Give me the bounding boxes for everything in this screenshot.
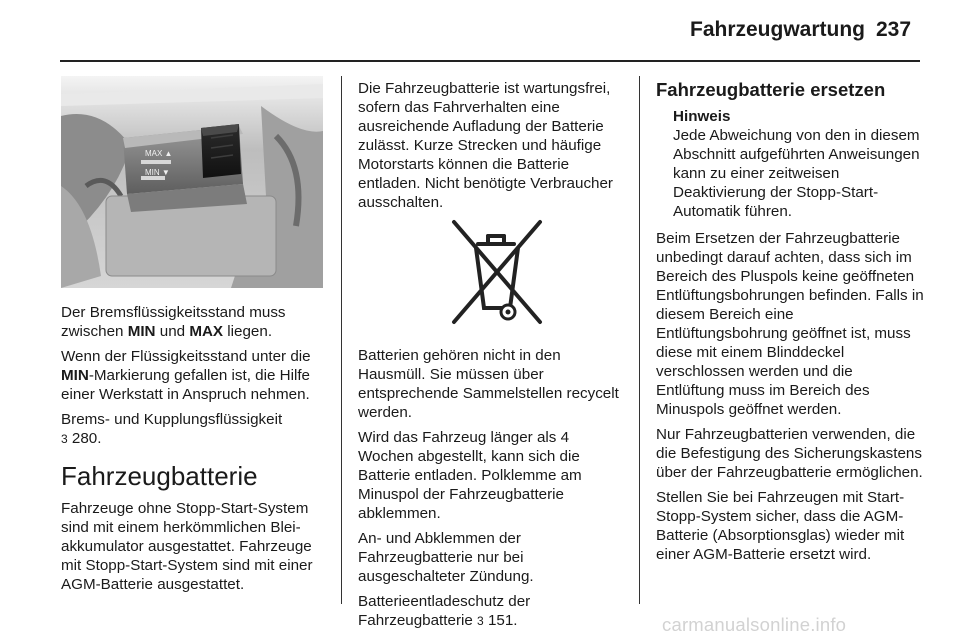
column-divider-2 <box>639 76 640 604</box>
low-fluid-paragraph: Wenn der Flüssigkeitsstand unter die MIN-Markierung gefallen ist, die Hilfe einer Werkstatt in Anspruch nehmen. <box>61 348 311 403</box>
crossed-out-bin-icon <box>436 218 556 330</box>
ignition-paragraph: An- und Abklemmen der Fahrzeugbatterie nur bei ausgeschalteter Zündung. <box>358 530 534 585</box>
fuse-box-paragraph: Nur Fahrzeugbatterien verwenden, die die Befestigung des Sicherungskastens über der Fahrzeugbatterie ermöglichen. <box>656 426 923 481</box>
watermark: carmanualsonline.info <box>662 614 847 635</box>
brake-fluid-level-paragraph: Der Bremsflüssigkeitsstand muss zwischen MIN und MAX liegen. <box>61 304 286 340</box>
column-3 <box>656 79 924 570</box>
page-number: 237 <box>876 18 912 41</box>
max-marking: MAX ▲ <box>145 149 173 158</box>
recycling-paragraph: Batterien gehören nicht in den Hausmüll. Sie müssen über entsprechende Sammelstellen recycelt werden. <box>358 347 619 421</box>
brake-fluid-reservoir-photo <box>61 76 323 288</box>
header-rule <box>60 60 920 62</box>
reservoir-illustration <box>61 76 323 288</box>
long-storage-paragraph: Wird das Fahrzeug länger als 4 Wochen abgestellt, kann sich die Batterie entladen. Polklemme am Minuspol der Fahrzeugbatterie abklemmen. <box>358 429 582 522</box>
column-divider-1 <box>341 76 342 604</box>
agm-replacement-paragraph: Stellen Sie bei Fahrzeugen mit Start-Stopp-System sicher, dass die AGM-Batterie (Absorptionsglas) wieder mit einer AGM-Batterie ersetzt wird. <box>656 489 905 563</box>
section-title-battery: Fahrzeugbatterie <box>61 461 258 491</box>
min-marking: MIN ▼ <box>145 168 170 177</box>
maintenance-free-paragraph: Die Fahrzeugbatterie ist wartungsfrei, sofern das Fahrverhalten eine ausreichende Aufladung der Batterie zulässt. Kurze Strecken und häufige Motorstarts können die Batterie entladen. Nicht benötigte Verbraucher ausschalten. <box>358 80 613 211</box>
page-reference-icon: 3 <box>61 432 68 446</box>
page-header-title: Fahrzeugwartung <box>690 18 866 41</box>
discharge-protection-paragraph: Batterieentladeschutz der Fahrzeugbatterie 3 151. <box>358 593 531 629</box>
page-reference-link[interactable]: 280. <box>67 430 102 447</box>
page-reference-icon: 3 <box>477 614 484 628</box>
note-text: Jede Abweichung von den in diesem Abschnitt aufgeführten Anweisungen kann zu einer zeitweisen Deaktivierung der Stopp-Start-Automatik führen. <box>673 127 920 220</box>
page-reference-link[interactable]: 151. <box>483 612 518 629</box>
battery-types-paragraph: Fahrzeuge ohne Stopp-Start-System sind mit einem herkömmlichen Blei-akkumulator ausgestattet. Fahrzeuge mit Stopp-Start-System sind mit einer AGM-Batterie ausgestattet. <box>61 500 313 593</box>
column-1 <box>61 303 333 600</box>
vent-holes-paragraph: Beim Ersetzen der Fahrzeugbatterie unbedingt darauf achten, dass sich im Bereich des Pluspols keine geöffneten Entlüftungsbohrungen befinden. Falls in diesem Bereich eine Entlüftungsbohrung geöffnet ist, muss diese mit einem Blinddeckel verschlossen werden und die Entlüftung muss im Bereich des Minuspols geöffnet werden. <box>656 230 924 418</box>
fluid-reference-paragraph: Brems- und Kupplungsflüssigkeit 3 280. <box>61 411 283 447</box>
section-title-replace-battery: Fahrzeugbatterie ersetzen <box>656 79 886 100</box>
recycling-symbol <box>358 218 628 336</box>
note-title: Hinweis <box>673 108 731 125</box>
column-2 <box>358 79 628 637</box>
note-box <box>656 107 924 221</box>
